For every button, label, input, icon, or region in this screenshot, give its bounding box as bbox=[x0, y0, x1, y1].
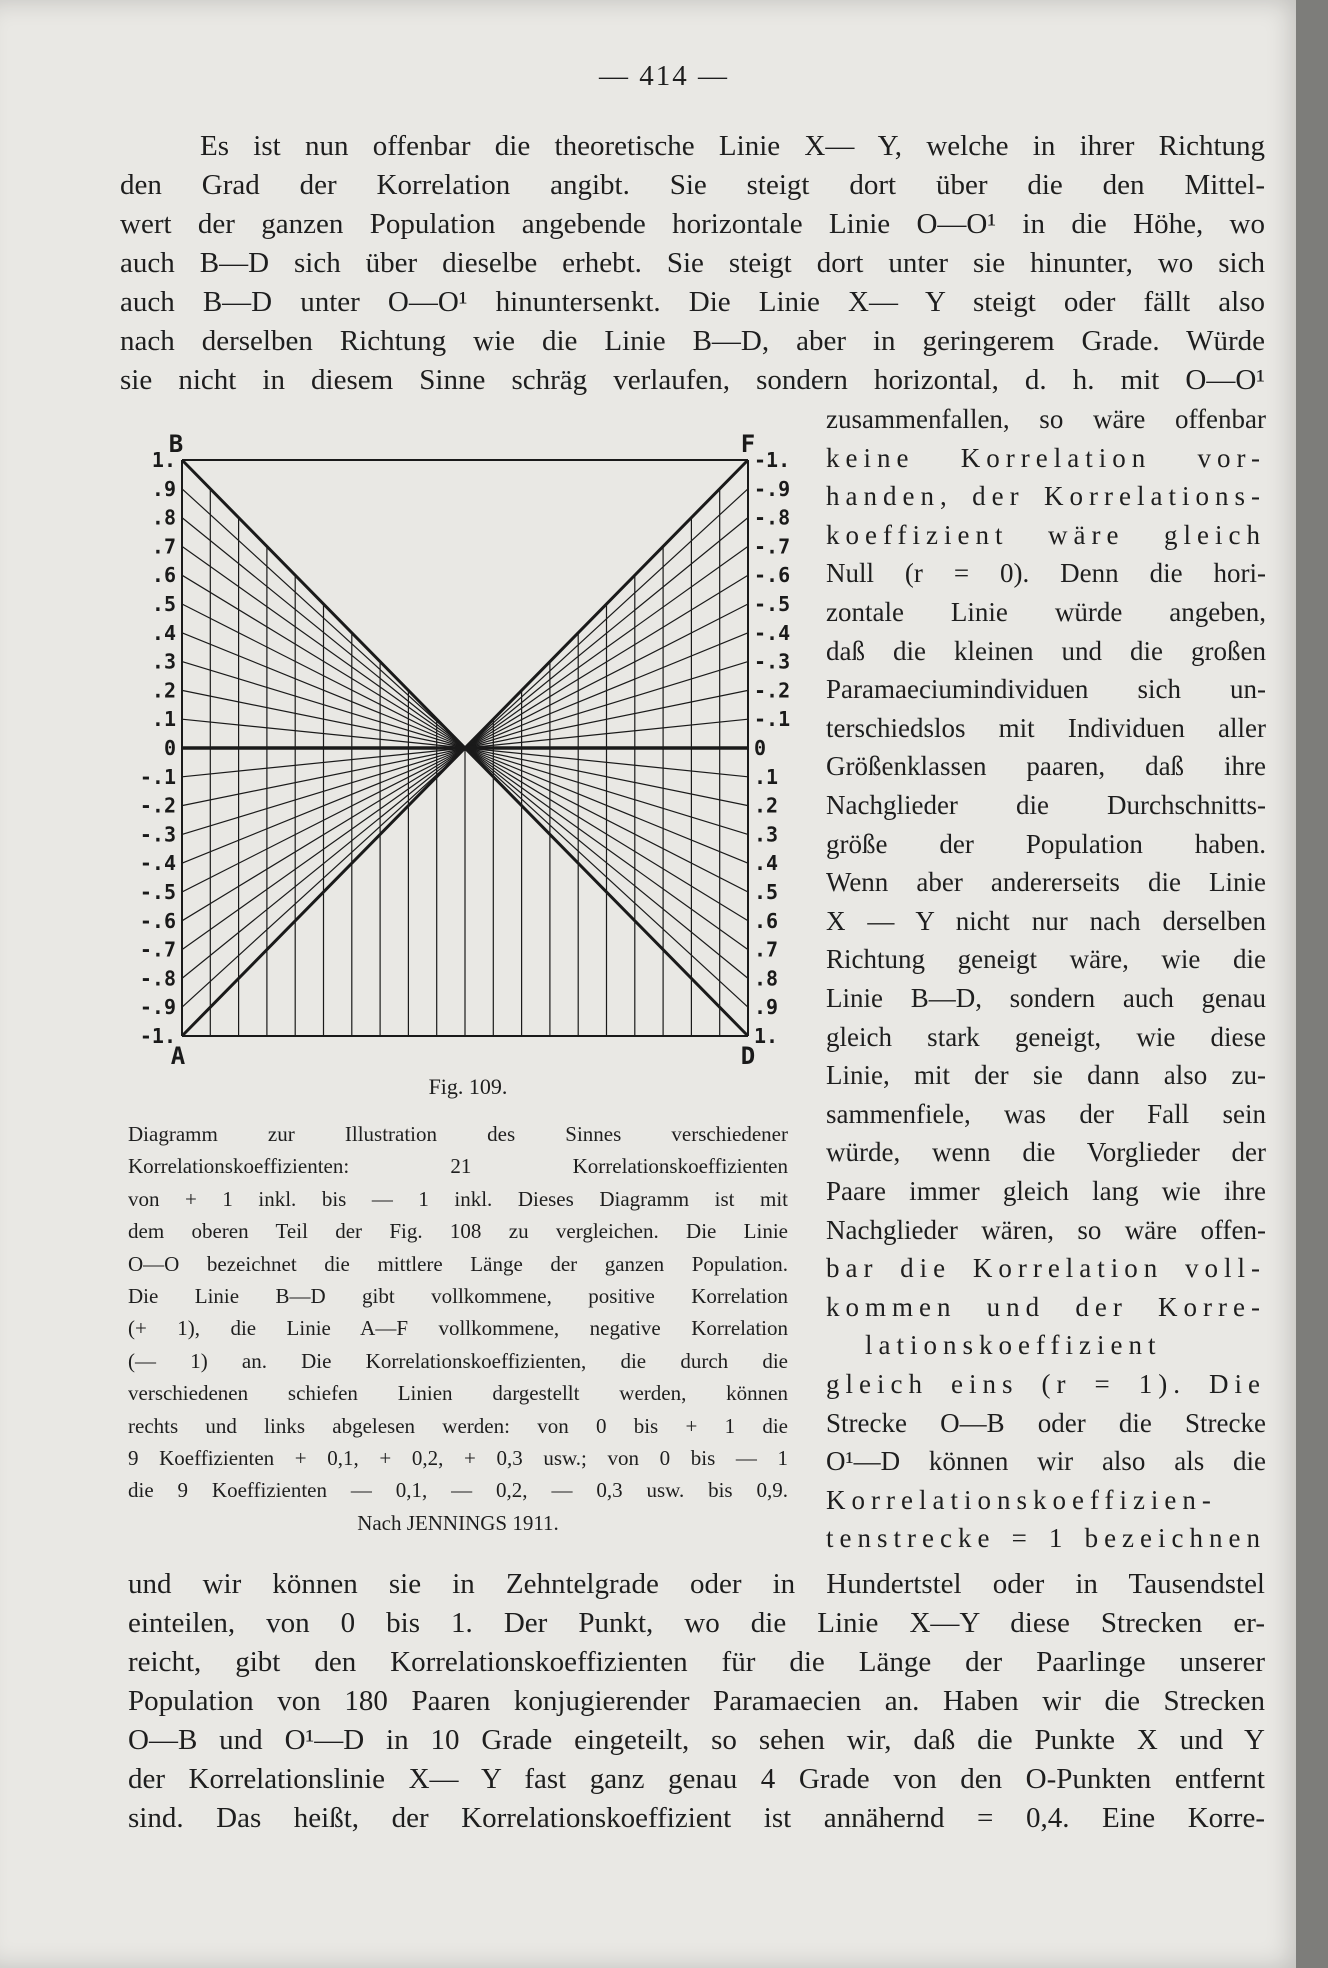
corner-label-d: D bbox=[740, 1042, 756, 1070]
right-tick-label: .3 bbox=[754, 822, 779, 847]
right-tick-label: .9 bbox=[754, 995, 779, 1020]
side-text-line: bar die Korrelation voll- bbox=[826, 1253, 1266, 1284]
left-tick-label: .2 bbox=[151, 678, 176, 703]
side-text-line: sammenfiele, was der Fall sein bbox=[826, 1098, 1266, 1129]
side-text-line: Linie, mit der sie dann also zu- bbox=[826, 1060, 1266, 1091]
side-text-line: kommen und der Korre- bbox=[826, 1291, 1266, 1322]
text-line: den Grad der Korrelation angibt. Sie steigt dort über die den Mittel- bbox=[120, 169, 1265, 201]
caption-line: (— 1) an. Die Korrelationskoeffizienten, die durch die bbox=[128, 1348, 788, 1373]
side-text-line: handen, der Korrelations- bbox=[826, 481, 1266, 512]
right-tick-label: -1. bbox=[754, 448, 791, 472]
text-line: auch B—D sich über dieselbe erhebt. Sie steigt dort unter sie hinunter, wo sich bbox=[120, 247, 1265, 279]
left-tick-label: -1. bbox=[139, 1024, 176, 1048]
side-text-line: koeffizient wäre gleich bbox=[826, 519, 1266, 550]
caption-line: rechts und links abgelesen werden: von 0 bis + 1 die bbox=[128, 1413, 788, 1438]
text-line: reicht, gibt den Korrelationskoeffizienten für die Länge der Paarlinge unserer bbox=[128, 1646, 1265, 1678]
text-line: einteilen, von 0 bis 1. Der Punkt, wo die Linie X—Y diese Strecken er- bbox=[128, 1607, 1265, 1639]
side-text-line: Null (r = 0). Denn die hori- bbox=[826, 558, 1266, 589]
right-tick-label: 0 bbox=[754, 736, 767, 760]
left-tick-label: .7 bbox=[151, 534, 176, 559]
text-line: und wir können sie in Zehntelgrade oder in Hundertstel oder in Tausendstel bbox=[128, 1568, 1265, 1600]
left-tick-label: .4 bbox=[151, 620, 176, 645]
left-tick-label: -.1 bbox=[139, 764, 176, 789]
text-line: Es ist nun offenbar die theoretische Linie X— Y, welche in ihrer Richtung bbox=[200, 130, 1265, 162]
side-text-line: würde, wenn die Vorglieder der bbox=[826, 1137, 1266, 1168]
corner-label-a: A bbox=[170, 1042, 186, 1070]
caption-line: (+ 1), die Linie A—F vollkommene, negative Korrelation bbox=[128, 1316, 788, 1341]
caption-line: O—O bezeichnet die mittlere Länge der ganzen Population. bbox=[128, 1251, 788, 1276]
corner-label-f: F bbox=[740, 430, 756, 458]
side-text-line: keine Korrelation vor- bbox=[826, 442, 1266, 473]
text-line: auch B—D unter O—O¹ hinuntersenkt. Die Linie X— Y steigt oder fällt also bbox=[120, 286, 1265, 318]
left-tick-label: -.8 bbox=[139, 966, 176, 991]
caption-line: Korrelationskoeffizienten: 21 Korrelationskoeffizienten bbox=[128, 1154, 788, 1179]
side-text-line: gleich stark geneigt, wie diese bbox=[826, 1021, 1266, 1052]
left-tick-label: .1 bbox=[151, 707, 176, 732]
side-text-line: lationskoeffizient bbox=[865, 1330, 1162, 1361]
right-tick-label: -.6 bbox=[754, 563, 791, 588]
caption-line: 9 Koeffizienten + 0,1, + 0,2, + 0,3 usw.; von 0 bis — 1 bbox=[128, 1446, 788, 1470]
text-line: nach derselben Richtung wie die Linie B—D, aber in geringerem Grade. Würde bbox=[120, 325, 1265, 357]
caption-line: die 9 Koeffizienten — 0,1, — 0,2, — 0,3 usw. bis 0,9. bbox=[128, 1478, 788, 1503]
right-tick-label: 1. bbox=[754, 1024, 779, 1048]
text-line: O—B und O¹—D in 10 Grade eingeteilt, so sehen wir, daß die Punkte X und Y bbox=[128, 1724, 1265, 1756]
side-text-line: Wenn aber andererseits die Linie bbox=[826, 867, 1266, 898]
left-tick-label: -.7 bbox=[139, 937, 176, 962]
text-line: Population von 180 Paaren konjugierender Paramaecien an. Haben wir die Strecken bbox=[128, 1685, 1265, 1717]
side-text-line: Paramaeciumindividuen sich un- bbox=[826, 674, 1266, 705]
right-tick-label: .1 bbox=[754, 764, 779, 789]
right-tick-label: -.1 bbox=[754, 707, 791, 732]
side-text-line: zontale Linie würde angeben, bbox=[826, 597, 1266, 627]
caption-line: von + 1 inkl. bis — 1 inkl. Dieses Diagramm ist mit bbox=[128, 1186, 788, 1211]
right-tick-label: .7 bbox=[754, 937, 779, 962]
side-text-line: Paare immer gleich lang wie ihre bbox=[826, 1176, 1266, 1206]
right-tick-label: .5 bbox=[754, 880, 779, 904]
side-text-line: Größenklassen paaren, daß ihre bbox=[826, 751, 1266, 782]
figure-label: Fig. 109. bbox=[428, 1074, 508, 1099]
side-text-line: X — Y nicht nur nach derselben bbox=[826, 905, 1266, 936]
caption-line: Die Linie B—D gibt vollkommene, positive Korrelation bbox=[128, 1284, 788, 1308]
side-text-line: Richtung geneigt wäre, wie die bbox=[826, 944, 1266, 975]
side-text-line: Linie B—D, sondern auch genau bbox=[826, 983, 1266, 1013]
caption-line: Diagramm zur Illustration des Sinnes verschiedener bbox=[128, 1122, 788, 1146]
caption-credit: Nach JENNINGS 1911. bbox=[357, 1510, 559, 1535]
text-line: wert der ganzen Population angebende horizontale Linie O—O¹ in die Höhe, wo bbox=[120, 208, 1265, 240]
left-tick-label: .3 bbox=[151, 649, 176, 674]
right-tick-label: .8 bbox=[754, 966, 779, 991]
side-text-line: terschiedslos mit Individuen aller bbox=[826, 712, 1266, 743]
side-text-line: tenstrecke = 1 bezeichnen bbox=[826, 1523, 1266, 1554]
side-text-line: daß die kleinen und die großen bbox=[826, 635, 1266, 666]
side-text-line: gleich eins (r = 1). Die bbox=[826, 1369, 1266, 1399]
right-tick-label: -.8 bbox=[754, 505, 791, 530]
left-tick-label: 0 bbox=[163, 736, 176, 760]
left-tick-label: .9 bbox=[151, 476, 176, 501]
side-text-line: zusammenfallen, so wäre offenbar bbox=[826, 404, 1266, 434]
right-tick-label: -.5 bbox=[754, 592, 791, 616]
side-text-line: größe der Population haben. bbox=[826, 828, 1266, 859]
left-tick-label: -.2 bbox=[139, 793, 176, 818]
text-line: der Korrelationslinie X— Y fast ganz genau 4 Grade von den O-Punkten entfernt bbox=[128, 1763, 1265, 1795]
left-tick-label: -.4 bbox=[139, 851, 176, 876]
side-text-line: Nachglieder die Durchschnitts- bbox=[826, 790, 1266, 820]
side-text-line: Nachglieder wären, so wäre offen- bbox=[826, 1214, 1266, 1245]
left-tick-label: -.6 bbox=[139, 908, 176, 933]
page-number: — 414 — bbox=[599, 60, 729, 92]
side-text-line: Strecke O—B oder die Strecke bbox=[826, 1407, 1266, 1438]
side-text-line: Korrelationskoeffizien- bbox=[826, 1484, 1217, 1515]
left-tick-label: .5 bbox=[151, 592, 176, 616]
caption-line: dem oberen Teil der Fig. 108 zu vergleichen. Die Linie bbox=[128, 1219, 788, 1244]
right-tick-label: .6 bbox=[754, 908, 779, 933]
text-line: sind. Das heißt, der Korrelationskoeffizient ist annähernd = 0,4. Eine Korre- bbox=[128, 1802, 1265, 1834]
left-tick-label: -.9 bbox=[139, 995, 176, 1020]
right-tick-label: .4 bbox=[754, 851, 779, 876]
right-tick-label: -.3 bbox=[754, 649, 791, 674]
left-tick-label: .6 bbox=[151, 563, 176, 588]
text-line: sie nicht in diesem Sinne schräg verlaufen, sondern horizontal, d. h. mit O—O¹ bbox=[120, 364, 1265, 396]
left-tick-label: 1. bbox=[151, 448, 176, 472]
right-tick-label: -.9 bbox=[754, 476, 791, 501]
right-tick-label: .2 bbox=[754, 793, 779, 818]
left-tick-label: -.5 bbox=[139, 880, 176, 904]
right-tick-label: -.7 bbox=[754, 534, 791, 559]
right-tick-label: -.2 bbox=[754, 678, 791, 703]
left-tick-label: .8 bbox=[151, 505, 176, 530]
corner-label-b: B bbox=[168, 430, 184, 458]
right-tick-label: -.4 bbox=[754, 620, 791, 645]
caption-line: verschiedenen schiefen Linien dargestellt werden, können bbox=[128, 1381, 788, 1406]
side-text-line: O¹—D können wir also als die bbox=[826, 1446, 1266, 1477]
left-tick-label: -.3 bbox=[139, 822, 176, 847]
